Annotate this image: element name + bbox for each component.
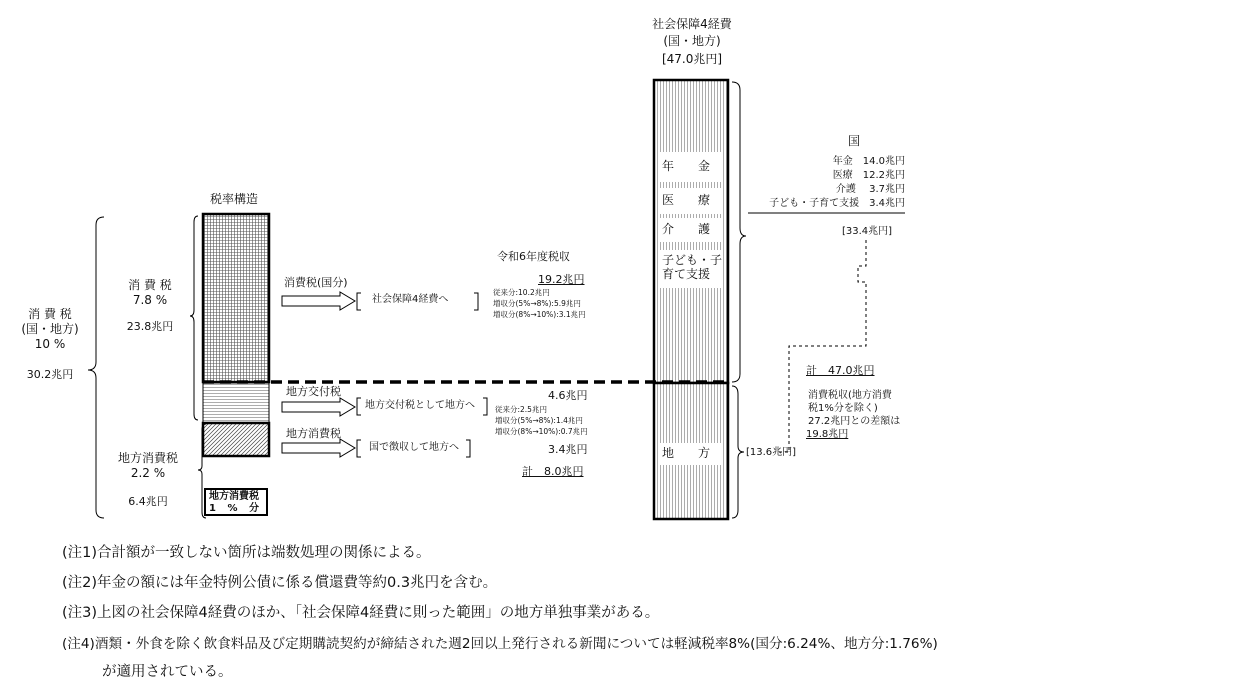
revenue-title: 令和6年度税収 xyxy=(497,250,570,263)
local-expenses-total: [13.6兆円] xyxy=(746,447,797,458)
national-line-childcare: 子ども・子育て支援 3.4兆円 xyxy=(769,198,905,209)
national-tax-amount: 23.8兆円 xyxy=(126,320,174,333)
kofu-revenue-item-3: 増収分(8%→10%):0.7兆円 xyxy=(495,427,588,436)
national-line-medical: 医療 12.2兆円 xyxy=(832,170,905,181)
kofu-tax-block xyxy=(203,383,269,423)
national-total: [33.4兆円] xyxy=(842,226,893,237)
four-expenses-title: 社会保障4経費 xyxy=(652,17,732,31)
diff-line-2: 税1%分を除く) xyxy=(808,403,878,414)
diff-amount: 19.8兆円 xyxy=(806,429,849,440)
local-tax-block xyxy=(203,423,269,456)
local-tax-1pct-box xyxy=(204,488,268,516)
local-arrow-label: 地方消費税 xyxy=(286,427,341,440)
total-tax-sub: (国・地方) xyxy=(21,322,79,336)
national-tax-rate: 7.8 % xyxy=(132,293,168,307)
local-tax-1pct-line1: 地方消費税 xyxy=(209,491,259,502)
national-arrow-label: 消費税(国分) xyxy=(284,276,348,289)
kofu-revenue-total: 4.6兆円 xyxy=(548,389,588,402)
kofu-destination: 地方交付税として地方へ xyxy=(365,400,475,411)
kofu-revenue-item-1: 従来分:2.5兆円 xyxy=(495,405,547,414)
four-expenses-subtitle: (国・地方) xyxy=(663,34,721,48)
local-tax-rate: 2.2 % xyxy=(130,466,166,480)
note-1: (注1)合計額が一致しない箇所は端数処理の関係による。 xyxy=(62,545,431,561)
four-expenses-total: [47.0兆円] xyxy=(661,52,723,66)
national-tax-block xyxy=(203,214,269,382)
bar-item-care: 介 護 xyxy=(662,222,711,236)
total-tax-label: 消 費 税 xyxy=(28,307,72,321)
bar-item-medical: 医 療 xyxy=(662,193,711,207)
bar-item-local: 地 方 xyxy=(662,446,711,460)
local-tax-1pct-line2: 1 % 分 xyxy=(209,503,259,514)
national-revenue-total: 19.2兆円 xyxy=(538,273,585,286)
total-tax-amount: 30.2兆円 xyxy=(26,368,74,381)
note-4-cont: が適用されている。 xyxy=(102,664,233,680)
national-line-care: 介護 3.7兆円 xyxy=(835,184,905,195)
local-revenue-sum: 計 8.0兆円 xyxy=(522,465,584,478)
national-line-pension: 年金 14.0兆円 xyxy=(832,156,905,167)
bar-item-childcare: 子ども・子 育て支援 xyxy=(662,253,723,281)
national-tax-label: 消 費 税 xyxy=(128,278,172,292)
national-destination: 社会保障4経費へ xyxy=(372,294,449,305)
national-revenue-item-3: 増収分(8%→10%):3.1兆円 xyxy=(493,310,586,319)
national-revenue-item-2: 増収分(5%→8%):5.9兆円 xyxy=(493,299,581,308)
local-tax-label: 地方消費税 xyxy=(117,451,178,465)
note-2: (注2)年金の額には年金特例公債に係る償還費等約0.3兆円を含む。 xyxy=(62,575,498,591)
national-revenue-item-1: 従来分:10.2兆円 xyxy=(493,288,550,297)
local-revenue-total: 3.4兆円 xyxy=(548,443,588,456)
diff-line-1: 消費税収(地方消費 xyxy=(808,390,892,401)
kofu-arrow-label: 地方交付税 xyxy=(286,385,341,398)
local-tax-amount: 6.4兆円 xyxy=(128,495,168,508)
total-tax-rate: 10 % xyxy=(34,337,66,351)
grand-total: 計 47.0兆円 xyxy=(806,364,875,377)
national-title: 国 xyxy=(848,134,861,148)
note-4: (注4)酒類・外食を除く飲食料品及び定期購読契約が締結された週2回以上発行される新聞については軽減税率8%(国分:6.24%、地方分:1.76%) xyxy=(62,636,938,652)
note-3: (注3)上図の社会保障4経費のほか、「社会保障4経費に則った範囲」の地方単独事業がある。 xyxy=(62,605,660,621)
tax-structure-title: 税率構造 xyxy=(210,192,259,206)
diff-line-3: 27.2兆円との差額は xyxy=(808,416,901,427)
kofu-revenue-item-2: 増収分(5%→8%):1.4兆円 xyxy=(495,416,583,425)
local-destination: 国で徴収して地方へ xyxy=(369,442,459,453)
bar-item-pension: 年 金 xyxy=(662,159,711,173)
